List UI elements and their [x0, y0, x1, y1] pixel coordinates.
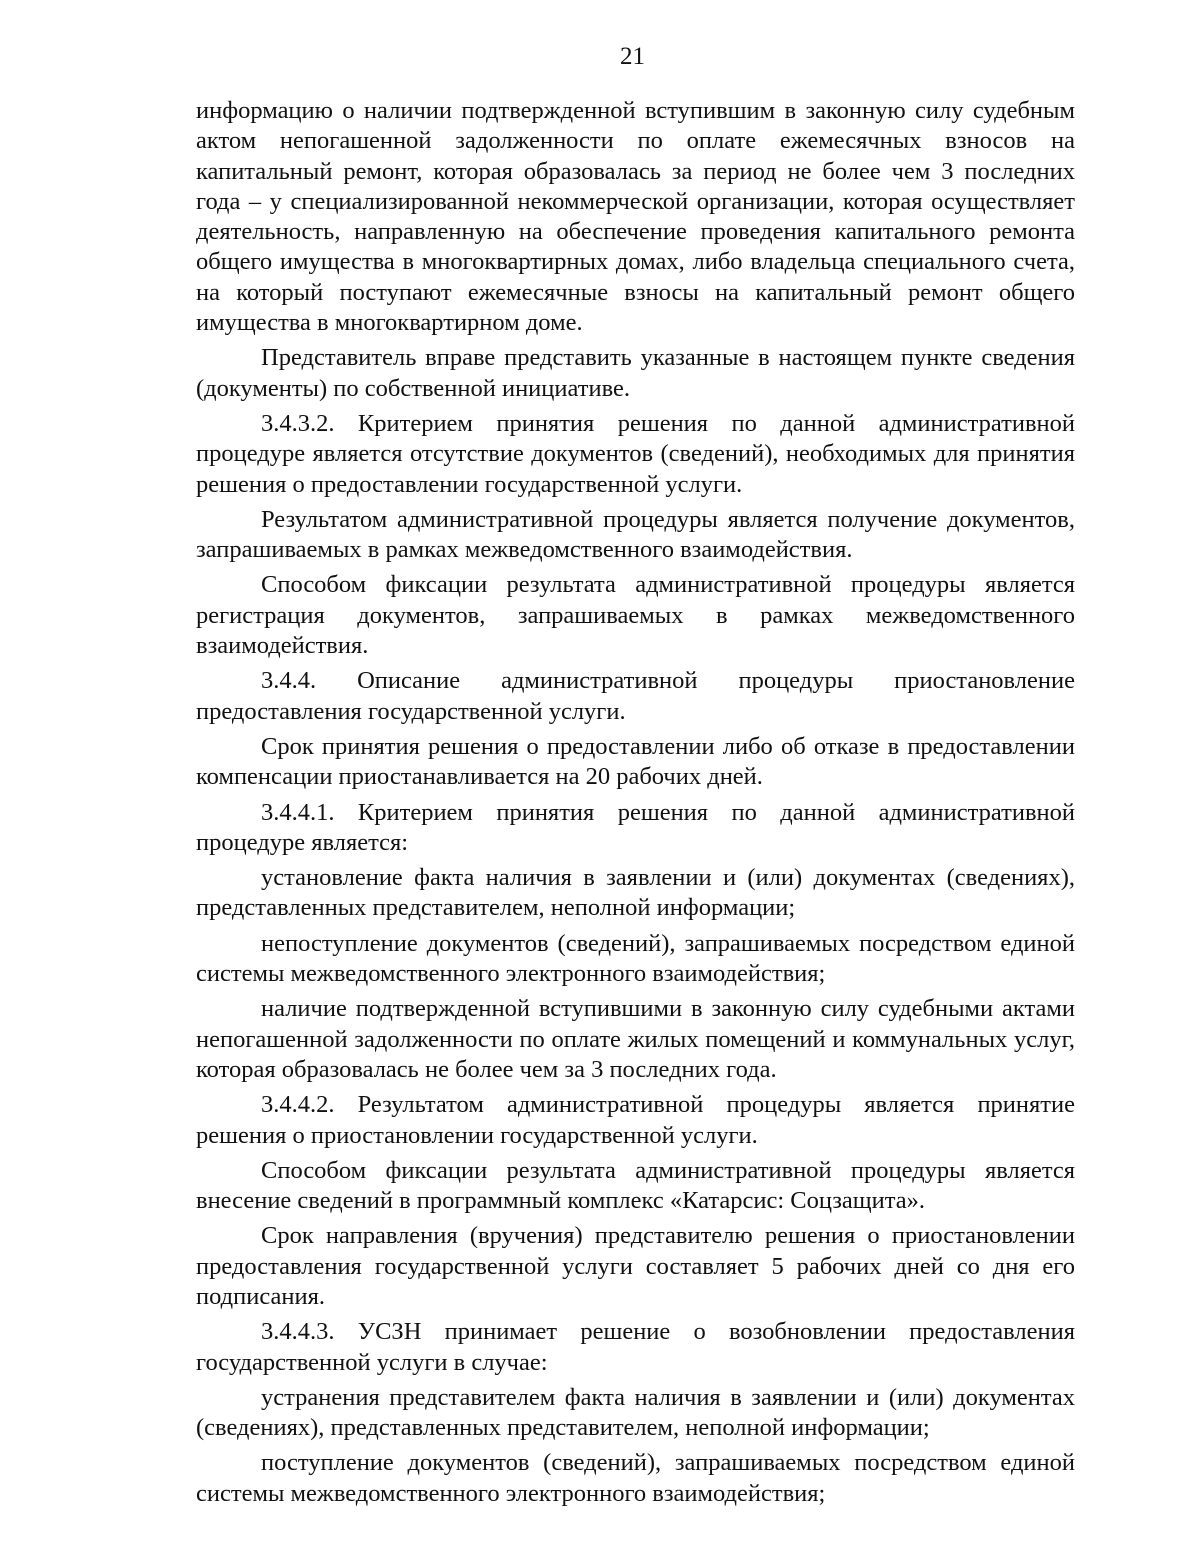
- paragraph: поступление документов (сведений), запрашиваемых посредством единой системы межведомственного электронного взаимодействия;: [196, 1449, 1075, 1507]
- paragraph: устранения представителем факта наличия в заявлении и (или) документах (сведениях), представленных представителем, неполной информации;: [196, 1383, 1075, 1442]
- page-number: 21: [620, 43, 645, 70]
- paragraph: наличие подтвержденной вступившими в законную силу судебными актами непогашенной задолженности по оплате жилых помещений и коммунальных услуг, которая образовалась не более чем за 3 последних года.: [196, 995, 1075, 1083]
- paragraph: установление факта наличия в заявлении и (или) документах (сведениях), представленных представителем, неполной информации;: [196, 864, 1075, 922]
- paragraph-3-4-4-3: 3.4.4.3. УСЗН принимает решение о возобновлении предоставления государственной услуги в случае:: [196, 1318, 1075, 1376]
- paragraph-3-4-3-2: 3.4.3.2. Критерием принятия решения по данной административной процедуре является отсутствие документов (сведений), необходимых для принятия решения о предоставлении государственной услуги.: [196, 409, 1075, 498]
- paragraph: Срок принятия решения о предоставлении либо об отказе в предоставлении компенсации приостанавливается на 20 рабочих дней.: [196, 732, 1075, 791]
- paragraph: Результатом административной процедуры является получение документов, запрашиваемых в рамках межведомственного взаимодействия.: [196, 505, 1075, 564]
- paragraph: Представитель вправе представить указанные в настоящем пункте сведения (документы) по собственной инициативе.: [196, 344, 1075, 402]
- paragraph-3-4-4: 3.4.4. Описание административной процедуры приостановление предоставления государственной услуги.: [196, 667, 1075, 725]
- paragraph: Срок направления (вручения) представителю решения о приостановлении предоставления государственной услуги составляет 5 рабочих дней со дня его подписания.: [196, 1222, 1075, 1310]
- paragraph-continuation: информацию о наличии подтвержденной вступившим в законную силу судебным актом непогашенной задолженности по оплате ежемесячных взносов на капитальный ремонт, которая образовалась за период не более чем 3 последних года – у специализированной некоммерческой организации, которая осуществляет деятельность, направленную на обеспечение проведения капитального ремонта общего имущества в многоквартирных домах, либо владельца специального счета, на который поступают ежемесячные взносы на капитальный ремонт общего имущества в многоквартирном доме.: [196, 97, 1075, 337]
- paragraph: Способом фиксации результата административной процедуры является внесение сведений в программный комплекс «Катарсис: Соцзащита».: [196, 1156, 1075, 1215]
- paragraph: Способом фиксации результата административной процедуры является регистрация документов, запрашиваемых в рамках межведомственного взаимодействия.: [196, 571, 1075, 660]
- paragraph-3-4-4-1: 3.4.4.1. Критерием принятия решения по данной административной процедуре является:: [196, 798, 1075, 856]
- paragraph: непоступление документов (сведений), запрашиваемых посредством единой системы межведомственного электронного взаимодействия;: [196, 929, 1075, 988]
- document-body: [196, 96, 1075, 1514]
- paragraph-3-4-4-2: 3.4.4.2. Результатом административной процедуры является принятие решения о приостановлении государственной услуги.: [196, 1091, 1075, 1149]
